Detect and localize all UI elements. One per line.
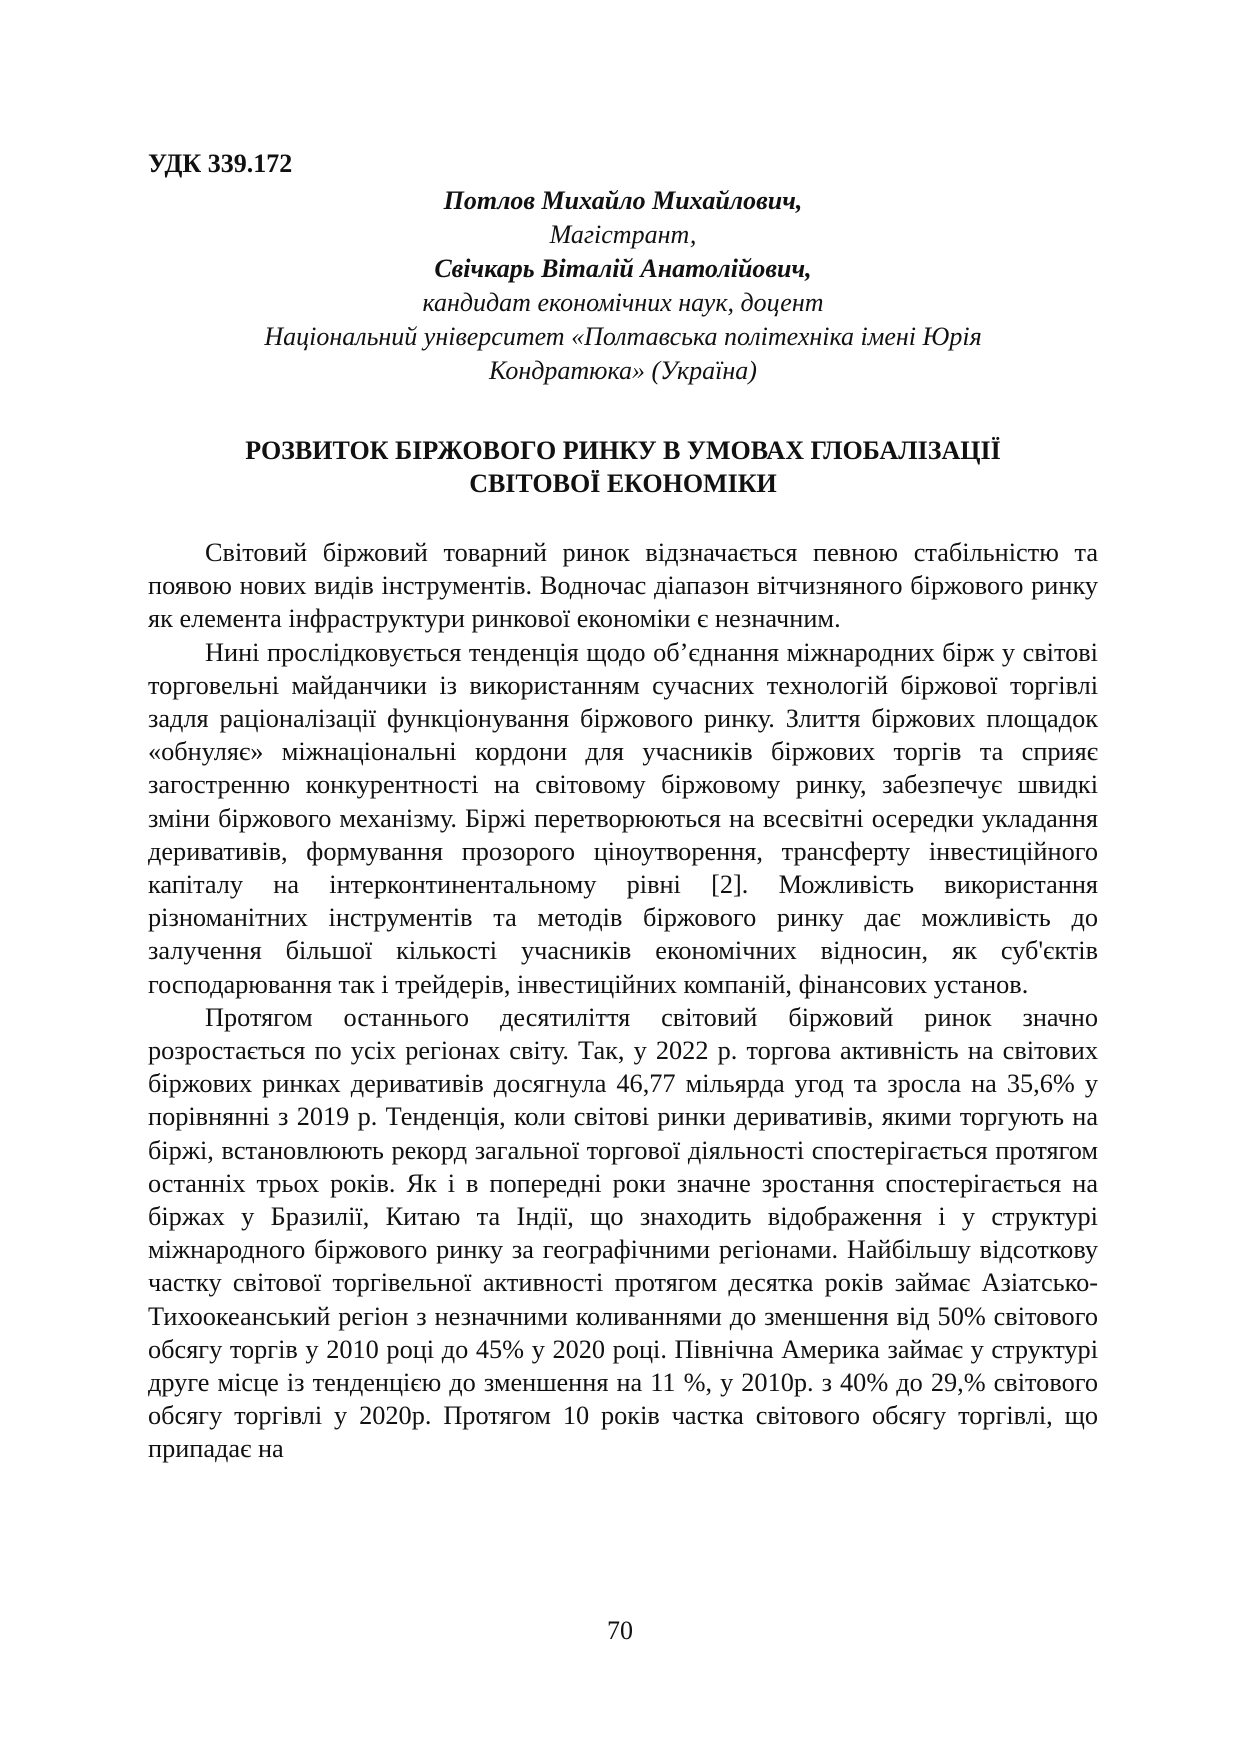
page-content <box>148 148 1098 1466</box>
article-title-line: РОЗВИТОК БІРЖОВОГО РИНКУ В УМОВАХ ГЛОБАЛІЗАЦІЇ <box>245 436 1001 465</box>
author-position: кандидат економічних наук, доцент <box>422 288 824 317</box>
body-paragraph: Протягом останнього десятиліття світовий біржовий ринок значно розростається по усіх регіонах світу. Так, у 2022 р. торгова активність на світових біржових ринках деривативів досягнула 46,77 мільярда угод та зросла на 35,6% у порівнянні з 2019 р. Тенденція, коли світові ринки деривативів, якими торгують на біржі, встановлюють рекорд загальної торгової діяльності спостерігається протягом останніх трьох років. Як і в попередні роки значне зростання спостерігається на біржах у Бразилії, Китаю та Індії, що знаходить відображення і у структурі міжнародного біржового ринку за географічними регіонами. Найбільшу відсоткову частку світової торгівельної активності протягом десятка років займає Азіатсько-Тихоокеанський регіон з незначними коливаннями до зменшення від 50% світового обсягу торгів у 2010 році до 45% у 2020 році. Північна Америка займає у структурі друге місце із тенденцією до зменшення на 11 %, у 2010р. з 40% до 29,% світового обсягу торгівлі у 2020р. Протягом 10 років частка світового обсягу торгівлі, що припадає на <box>148 1002 1098 1464</box>
author-block <box>148 184 1098 388</box>
author-name: Потлов Михайло Михайлович, <box>443 186 803 215</box>
body-paragraph: Світовий біржовий товарний ринок відзначається певною стабільністю та появою нових видів інструментів. Водночас діапазон вітчизняного біржового ринку як елемента інфраструктури ринкової економіки є незначним. <box>148 538 1098 634</box>
body-paragraph: Нині прослідковується тенденція щодо об’єднання міжнародних бірж у світові торговельні майданчики із використанням сучасних технологій біржової торгівлі задля раціоналізації функціонування біржового ринку. Злиття біржових площадок «обнуляє» міжнаціональні кордони для учасників біржових торгів та сприяє загостренню конкурентності на світовому біржовому ринку, забезпечує швидкі зміни біржового механізму. Біржі перетворюються на всесвітні осередки укладання деривативів, формування прозорого ціноутворення, трансферту інвестиційного капіталу на інтерконтинентальному рівні [2]. Можливість використання різноманітних інструментів та методів біржового ринку дає можливість до залучення більшої кількості учасників економічних відносин, як суб'єктів господарювання так і трейдерів, інвестиційних компаній, фінансових установ. <box>148 637 1098 999</box>
article-body <box>148 536 1098 1466</box>
article-title <box>148 434 1098 500</box>
affiliation-line: Національний університет «Полтавська політехніка імені Юрія <box>264 322 982 351</box>
affiliation-line: Кондратюка» (Україна) <box>489 356 757 385</box>
udc-code: УДК 339.172 <box>148 149 293 178</box>
author-name: Свічкарь Віталій Анатолійович, <box>434 254 812 283</box>
page-number: 70 <box>607 1616 633 1645</box>
author-position: Магістрант, <box>549 220 697 249</box>
article-title-line: СВІТОВОЇ ЕКОНОМІКИ <box>469 469 777 498</box>
